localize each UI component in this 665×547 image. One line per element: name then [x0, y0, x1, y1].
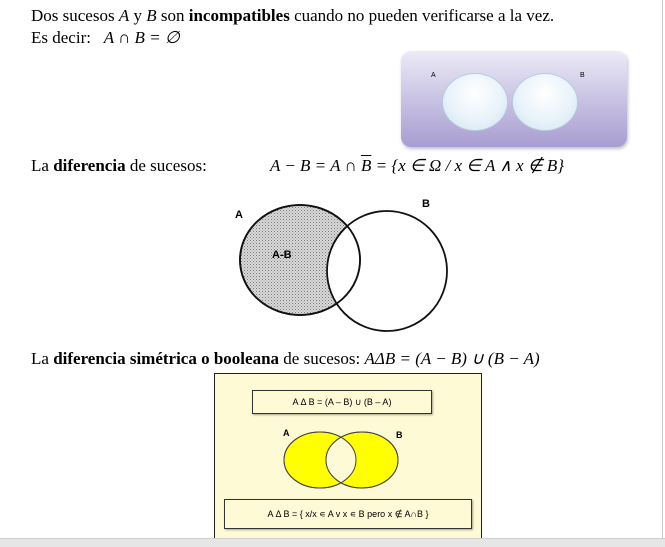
text-segment: La	[31, 156, 54, 175]
set-a-label: A	[235, 209, 243, 221]
incompatible-formula-line	[31, 28, 180, 48]
formula-part: = {x ∈ Ω / x ∈ A ∧ x ∉ B}	[371, 156, 565, 175]
symmetric-venn-diagram	[275, 426, 415, 492]
set-a-label: A	[283, 428, 290, 438]
complement-b: $\overline{B}$	[360, 156, 372, 175]
text-segment: La	[31, 349, 54, 368]
term-diferencia: diferencia	[53, 156, 126, 175]
incompatible-definition	[31, 6, 554, 26]
set-a-circle	[442, 73, 508, 131]
bottom-formula-box	[224, 499, 472, 529]
symmetric-difference-figure	[214, 373, 482, 541]
text-segment: de sucesos:	[125, 156, 207, 175]
text-segment: Dos sucesos	[31, 6, 119, 25]
difference-definition	[31, 156, 207, 176]
bottom-formula-text: A Δ B = { x/x ∊ A v x ∊ B pero x ∉ A∩B }	[267, 508, 429, 519]
top-formula-box	[252, 390, 432, 414]
difference-formula	[270, 156, 564, 176]
term-diferencia-simetrica: diferencia simétrica o booleana	[53, 349, 280, 368]
set-b-label: B	[396, 430, 403, 440]
top-formula-text: A Δ B = (A – B) ∪ (B – A)	[292, 396, 392, 407]
symmetric-difference-definition	[31, 349, 540, 369]
intersection-empty-formula: A ∩ B = ∅	[103, 28, 180, 47]
set-b-circle	[512, 73, 578, 131]
text-segment: de sucesos:	[279, 349, 365, 368]
set-b-label: B	[580, 72, 585, 79]
variable-a: A	[118, 6, 130, 25]
set-b-label: B	[422, 198, 430, 210]
text-segment: y	[129, 6, 147, 25]
formula-part: A − B = A ∩	[270, 156, 361, 175]
set-a-label: A	[431, 72, 436, 79]
incompatible-events-figure	[401, 51, 627, 147]
text-segment: cuando no pueden verificarse a la vez.	[289, 6, 555, 25]
horizontal-scrollbar[interactable]	[0, 538, 665, 547]
window-edge	[662, 0, 663, 547]
difference-venn-diagram	[226, 195, 461, 335]
text-segment: Es decir:	[31, 28, 91, 47]
symmetric-difference-formula: AΔB = (A − B) ∪ (B − A)	[364, 349, 540, 368]
text-segment: son	[156, 6, 189, 25]
term-incompatibles: incompatibles	[188, 6, 290, 25]
difference-region-label: A-B	[272, 249, 292, 261]
variable-b: B	[146, 6, 157, 25]
